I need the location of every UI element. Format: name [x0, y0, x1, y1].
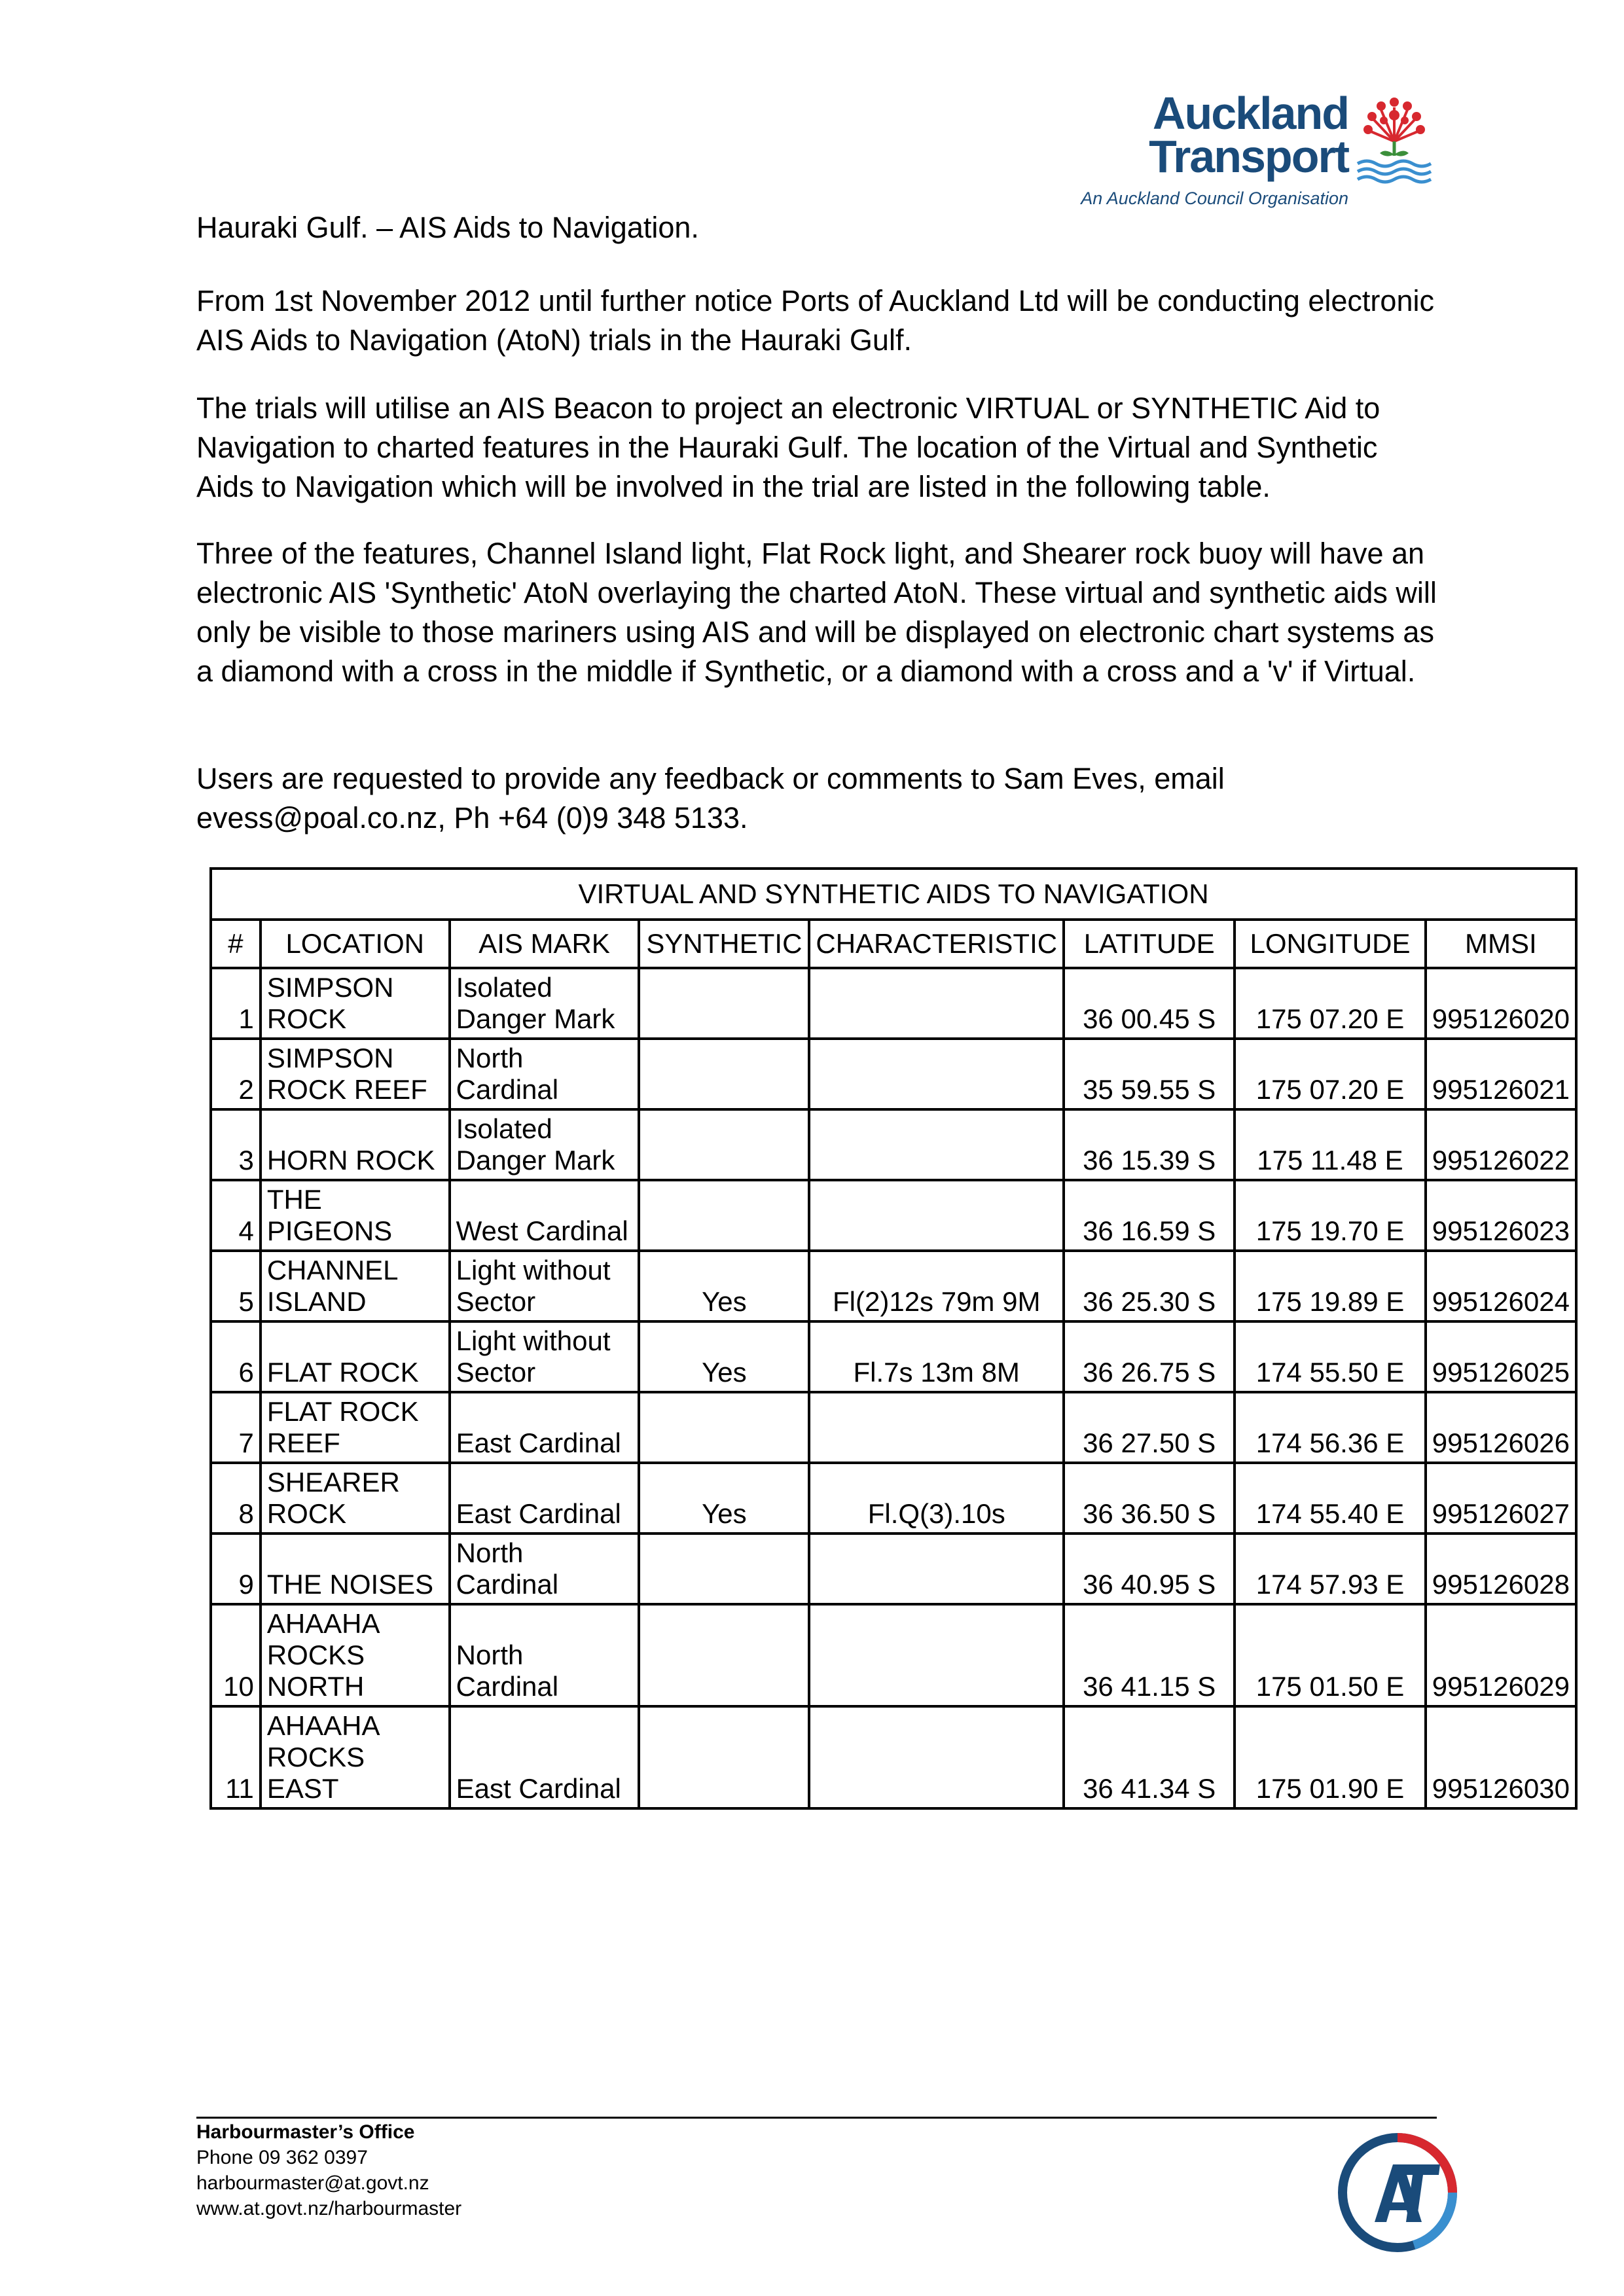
cell-row-number: 10	[211, 1604, 261, 1706]
cell-ais-mark: North Cardinal	[450, 1534, 640, 1604]
cell-latitude: 36 25.30 S	[1064, 1251, 1235, 1321]
cell-characteristic	[809, 1392, 1064, 1463]
table-row	[211, 1039, 1576, 1109]
cell-location: FLAT ROCK	[261, 1321, 450, 1392]
table-row	[211, 1604, 1576, 1706]
column-header-location: LOCATION	[261, 920, 450, 968]
cell-ais-mark: Isolated Danger Mark	[450, 1109, 640, 1180]
table-header-row	[211, 920, 1576, 968]
cell-characteristic	[809, 1109, 1064, 1180]
cell-mmsi: 995126022	[1426, 1109, 1576, 1180]
cell-mmsi: 995126020	[1426, 968, 1576, 1039]
cell-row-number: 7	[211, 1392, 261, 1463]
cell-mmsi: 995126023	[1426, 1180, 1576, 1251]
column-header-synthetic: SYNTHETIC	[639, 920, 809, 968]
cell-synthetic	[639, 1180, 809, 1251]
logo-tagline: An Auckland Council Organisation	[1081, 188, 1348, 208]
table-row	[211, 1463, 1576, 1534]
cell-location: AHAAHA ROCKS NORTH	[261, 1604, 450, 1706]
pohutukawa-flower-wave-icon	[1355, 96, 1434, 184]
column-header-longitude: LONGITUDE	[1235, 920, 1425, 968]
cell-location: SHEARER ROCK	[261, 1463, 450, 1534]
cell-row-number: 8	[211, 1463, 261, 1534]
cell-longitude: 174 55.50 E	[1235, 1321, 1425, 1392]
table-row	[211, 1534, 1576, 1604]
cell-longitude: 175 07.20 E	[1235, 1039, 1425, 1109]
table-row	[211, 1251, 1576, 1321]
paragraph-feedback-contact	[196, 759, 1440, 838]
cell-latitude: 36 00.45 S	[1064, 968, 1235, 1039]
cell-mmsi: 995126027	[1426, 1463, 1576, 1534]
cell-longitude: 175 01.50 E	[1235, 1604, 1425, 1706]
cell-longitude: 175 19.70 E	[1235, 1180, 1425, 1251]
footer-contact	[196, 2119, 461, 2221]
cell-latitude: 35 59.55 S	[1064, 1039, 1235, 1109]
cell-synthetic	[639, 1604, 809, 1706]
cell-synthetic: Yes	[639, 1251, 809, 1321]
cell-characteristic	[809, 1604, 1064, 1706]
table-row	[211, 1180, 1576, 1251]
cell-synthetic	[639, 1392, 809, 1463]
cell-longitude: 174 56.36 E	[1235, 1392, 1425, 1463]
paragraph-text: Users are requested to provide any feedback or comments to Sam Eves, email evess@poal.co.nz, Ph +64 (0)9 348 5133.	[196, 762, 1225, 834]
logo-line-2: Transport	[1149, 131, 1348, 182]
cell-synthetic	[639, 1706, 809, 1808]
cell-characteristic	[809, 968, 1064, 1039]
cell-mmsi: 995126030	[1426, 1706, 1576, 1808]
column-header-characteristic: CHARACTERISTIC	[809, 920, 1064, 968]
table-row	[211, 1109, 1576, 1180]
cell-longitude: 175 07.20 E	[1235, 968, 1425, 1039]
cell-characteristic	[809, 1039, 1064, 1109]
cell-location: THE PIGEONS	[261, 1180, 450, 1251]
cell-characteristic	[809, 1534, 1064, 1604]
cell-latitude: 36 16.59 S	[1064, 1180, 1235, 1251]
cell-row-number: 4	[211, 1180, 261, 1251]
cell-row-number: 5	[211, 1251, 261, 1321]
cell-characteristic: Fl.Q(3).10s	[809, 1463, 1064, 1534]
table-row	[211, 1392, 1576, 1463]
cell-ais-mark: North Cardinal	[450, 1039, 640, 1109]
cell-longitude: 175 19.89 E	[1235, 1251, 1425, 1321]
column-header-latitude: LATITUDE	[1064, 920, 1235, 968]
footer-phone: Phone 09 362 0397	[196, 2147, 368, 2168]
cell-ais-mark: East Cardinal	[450, 1463, 640, 1534]
cell-synthetic	[639, 1039, 809, 1109]
cell-row-number: 2	[211, 1039, 261, 1109]
cell-location: FLAT ROCK REEF	[261, 1392, 450, 1463]
cell-location: CHANNEL ISLAND	[261, 1251, 450, 1321]
at-roundel-icon	[1335, 2130, 1460, 2255]
cell-mmsi: 995126021	[1426, 1039, 1576, 1109]
cell-characteristic: Fl(2)12s 79m 9M	[809, 1251, 1064, 1321]
cell-ais-mark: Light without Sector	[450, 1321, 640, 1392]
cell-location: AHAAHA ROCKS EAST	[261, 1706, 450, 1808]
cell-ais-mark: East Cardinal	[450, 1706, 640, 1808]
column-header-mmsi: MMSI	[1426, 920, 1576, 968]
paragraph-synthetic-features	[196, 534, 1440, 691]
cell-synthetic: Yes	[639, 1463, 809, 1534]
cell-ais-mark: North Cardinal	[450, 1604, 640, 1706]
column-header-number: #	[211, 920, 261, 968]
paragraph-text: From 1st November 2012 until further notice Ports of Auckland Ltd will be conducting electronic AIS Aids to Navigation (AtoN) trials in the Hauraki Gulf.	[196, 284, 1434, 357]
cell-location: SIMPSON ROCK	[261, 968, 450, 1039]
cell-latitude: 36 40.95 S	[1064, 1534, 1235, 1604]
cell-characteristic	[809, 1180, 1064, 1251]
cell-latitude: 36 27.50 S	[1064, 1392, 1235, 1463]
footer-email: harbourmaster@at.govt.nz	[196, 2172, 429, 2194]
cell-latitude: 36 41.34 S	[1064, 1706, 1235, 1808]
paragraph-trial-dates	[196, 281, 1440, 360]
column-header-ais-mark: AIS MARK	[450, 920, 640, 968]
paragraph-text: Three of the features, Channel Island light, Flat Rock light, and Shearer rock buoy will have an electronic AIS 'Synthetic' AtoN overlaying the charted AtoN. These virtual and synthetic aids will only be visible to those mariners using AIS and will be displayed on electronic chart systems as a diamond with a cross in the middle if Synthetic, or a diamond with a cross and a 'v' if Virtual.	[196, 537, 1437, 688]
auckland-transport-logo	[1060, 88, 1434, 216]
footer-divider	[196, 2117, 1437, 2119]
footer-office-name: Harbourmaster’s Office	[196, 2121, 415, 2143]
cell-synthetic	[639, 968, 809, 1039]
cell-location: HORN ROCK	[261, 1109, 450, 1180]
cell-mmsi: 995126028	[1426, 1534, 1576, 1604]
cell-longitude: 174 57.93 E	[1235, 1534, 1425, 1604]
cell-ais-mark: Light without Sector	[450, 1251, 640, 1321]
cell-characteristic	[809, 1706, 1064, 1808]
logo-line-1: Auckland	[1152, 88, 1348, 139]
table-row	[211, 1321, 1576, 1392]
cell-mmsi: 995126025	[1426, 1321, 1576, 1392]
cell-latitude: 36 41.15 S	[1064, 1604, 1235, 1706]
cell-characteristic: Fl.7s 13m 8M	[809, 1321, 1064, 1392]
cell-synthetic	[639, 1534, 809, 1604]
cell-latitude: 36 26.75 S	[1064, 1321, 1235, 1392]
cell-longitude: 175 01.90 E	[1235, 1706, 1425, 1808]
table-row	[211, 968, 1576, 1039]
aids-to-navigation-table	[209, 867, 1578, 1810]
cell-row-number: 3	[211, 1109, 261, 1180]
cell-ais-mark: East Cardinal	[450, 1392, 640, 1463]
table-row	[211, 1706, 1576, 1808]
logo-wordmark	[1060, 88, 1348, 182]
table-title: VIRTUAL AND SYNTHETIC AIDS TO NAVIGATION	[211, 869, 1576, 920]
cell-row-number: 1	[211, 968, 261, 1039]
paragraph-trial-description	[196, 389, 1440, 507]
cell-latitude: 36 15.39 S	[1064, 1109, 1235, 1180]
cell-ais-mark: West Cardinal	[450, 1180, 640, 1251]
cell-synthetic	[639, 1109, 809, 1180]
cell-row-number: 11	[211, 1706, 261, 1808]
cell-mmsi: 995126029	[1426, 1604, 1576, 1706]
cell-longitude: 174 55.40 E	[1235, 1463, 1425, 1534]
cell-mmsi: 995126024	[1426, 1251, 1576, 1321]
cell-longitude: 175 11.48 E	[1235, 1109, 1425, 1180]
cell-row-number: 6	[211, 1321, 261, 1392]
cell-location: THE NOISES	[261, 1534, 450, 1604]
cell-row-number: 9	[211, 1534, 261, 1604]
paragraph-text: The trials will utilise an AIS Beacon to project an electronic VIRTUAL or SYNTHETIC Aid to Navigation to charted features in the Hauraki Gulf. The location of the Virtual and Synthetic Aids to Navigation which will be involved in the trial are listed in the following table.	[196, 391, 1380, 503]
cell-synthetic: Yes	[639, 1321, 809, 1392]
cell-location: SIMPSON ROCK REEF	[261, 1039, 450, 1109]
cell-mmsi: 995126026	[1426, 1392, 1576, 1463]
footer-website: www.at.govt.nz/harbourmaster	[196, 2198, 462, 2219]
cell-latitude: 36 36.50 S	[1064, 1463, 1235, 1534]
page-heading: Hauraki Gulf. – AIS Aids to Navigation.	[196, 211, 699, 244]
cell-ais-mark: Isolated Danger Mark	[450, 968, 640, 1039]
